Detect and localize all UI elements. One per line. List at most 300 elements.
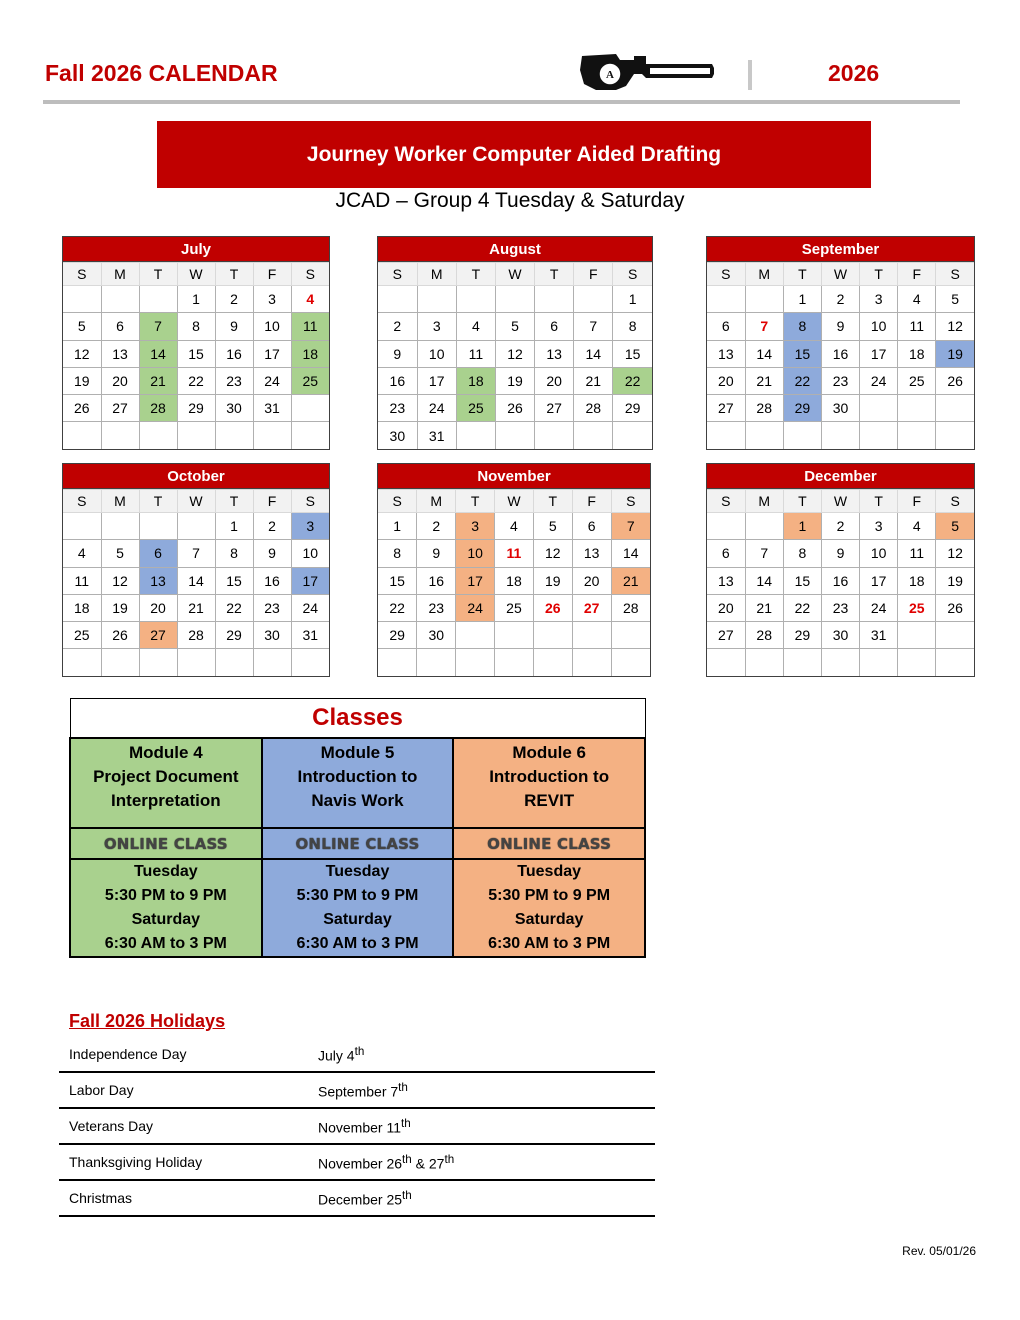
calendar-day: 27 <box>707 622 745 649</box>
calendar-day: 20 <box>707 594 745 621</box>
calendar-day: 22 <box>177 367 215 394</box>
calendar-day: 24 <box>253 367 291 394</box>
calendar-empty-cell <box>495 649 534 676</box>
calendar-day: 6 <box>101 313 139 340</box>
calendar-empty-cell <box>63 649 101 676</box>
calendar-day: 14 <box>745 340 783 367</box>
calendar-day: 23 <box>417 594 456 621</box>
header-separator <box>748 60 752 90</box>
calendar-empty-cell <box>936 422 974 449</box>
holidays-title: Fall 2026 Holidays <box>69 1011 226 1031</box>
calendar-day: 26 <box>495 395 534 422</box>
calendar-day: 6 <box>707 540 745 567</box>
calendar-day: 12 <box>63 340 101 367</box>
schedule-line: Tuesday <box>133 863 198 880</box>
weekday-header: T <box>139 490 177 513</box>
calendar-empty-cell <box>456 622 495 649</box>
calendar-day: 26 <box>936 594 974 621</box>
calendar-empty-cell <box>253 649 291 676</box>
calendar-empty-cell <box>745 422 783 449</box>
calendar-day: 5 <box>533 513 572 540</box>
calendar-day: 8 <box>215 540 253 567</box>
month-september <box>706 236 975 450</box>
holiday-name: Thanksgiving Holiday <box>59 1144 318 1180</box>
calendar-day: 25 <box>898 367 936 394</box>
holiday-date: September 7th <box>318 1072 655 1108</box>
calendar-day: 14 <box>574 340 613 367</box>
calendar-empty-cell <box>574 422 613 449</box>
calendar-empty-cell <box>936 395 974 422</box>
calendar-day: 11 <box>898 540 936 567</box>
calendar-day: 18 <box>495 567 534 594</box>
schedule-line: 5:30 PM to 9 PM <box>104 887 227 904</box>
weekday-header: F <box>253 490 291 513</box>
calendar-day: 23 <box>821 594 859 621</box>
schedule-line: 6:30 AM to 3 PM <box>488 935 611 952</box>
calendar-day: 27 <box>101 395 139 422</box>
calendar-day: 25 <box>456 395 495 422</box>
calendar-day: 4 <box>291 286 329 313</box>
weekday-header: W <box>821 263 859 286</box>
holiday-name: Labor Day <box>59 1072 318 1108</box>
calendar-day: 20 <box>707 367 745 394</box>
calendar-day: 25 <box>63 622 101 649</box>
calendar-day: 29 <box>783 622 821 649</box>
calendar-empty-cell <box>936 622 974 649</box>
month-december <box>706 463 975 677</box>
calendar-day: 17 <box>456 567 495 594</box>
calendar-empty-cell <box>456 422 495 449</box>
calendar-day: 8 <box>783 313 821 340</box>
calendar-day: 30 <box>253 622 291 649</box>
calendar-day: 28 <box>745 395 783 422</box>
module-4-schedule <box>70 859 262 957</box>
schedule-line: Tuesday <box>517 863 582 880</box>
calendar-day: 21 <box>745 594 783 621</box>
calendar-day: 12 <box>936 313 974 340</box>
calendar-day: 13 <box>707 340 745 367</box>
calendar-empty-cell <box>495 622 534 649</box>
calendar-day: 11 <box>898 313 936 340</box>
calendar-day: 22 <box>783 367 821 394</box>
calendar-day: 3 <box>417 313 456 340</box>
holiday-name: Veterans Day <box>59 1108 318 1144</box>
calendar-empty-cell <box>495 422 534 449</box>
weekday-header: S <box>707 490 745 513</box>
calendar-day: 9 <box>821 313 859 340</box>
calendar-day: 30 <box>821 395 859 422</box>
calendar-day: 12 <box>495 340 534 367</box>
classes-table <box>69 698 646 958</box>
calendar-day: 6 <box>535 313 574 340</box>
revision-note: Rev. 05/01/26 <box>902 1244 976 1258</box>
module-6-cell <box>453 738 645 828</box>
month-august <box>377 236 653 450</box>
calendar-day: 16 <box>215 340 253 367</box>
calendar-day: 3 <box>860 286 898 313</box>
calendar-day: 26 <box>936 367 974 394</box>
calendar-empty-cell <box>821 422 859 449</box>
calendar-empty-cell <box>611 649 650 676</box>
calendar-empty-cell <box>378 649 417 676</box>
schedule-line: 5:30 PM to 9 PM <box>488 887 611 904</box>
weekday-header: S <box>936 263 974 286</box>
weekday-header: T <box>456 490 495 513</box>
calendar-day: 5 <box>101 540 139 567</box>
online-class-label: ONLINE CLASS <box>70 828 262 859</box>
module-5-schedule <box>262 859 454 957</box>
month-name: August <box>378 237 652 262</box>
calendar-day: 7 <box>177 540 215 567</box>
holiday-row <box>59 1072 655 1108</box>
calendar-empty-cell <box>707 422 745 449</box>
calendar-empty-cell <box>860 649 898 676</box>
calendar-day: 10 <box>860 540 898 567</box>
weekday-header: F <box>572 490 611 513</box>
calendar-day: 24 <box>860 367 898 394</box>
calendar-day: 7 <box>611 513 650 540</box>
calendar-day: 29 <box>613 395 652 422</box>
month-name: November <box>378 464 650 489</box>
calendar-day: 28 <box>139 395 177 422</box>
weekday-header: W <box>177 490 215 513</box>
calendar-day: 30 <box>215 395 253 422</box>
calendar-day: 24 <box>417 395 456 422</box>
calendar-day: 22 <box>378 594 417 621</box>
calendar-day: 17 <box>860 340 898 367</box>
module-4-cell <box>70 738 262 828</box>
weekday-header: S <box>63 263 101 286</box>
logo-icon <box>576 50 716 97</box>
calendar-day: 19 <box>936 340 974 367</box>
weekday-header: S <box>63 490 101 513</box>
calendar-empty-cell <box>860 395 898 422</box>
group-subtitle: JCAD – Group 4 Tuesday & Saturday <box>335 189 685 212</box>
calendar-day: 10 <box>291 540 329 567</box>
calendar-day: 4 <box>456 313 495 340</box>
calendar-empty-cell <box>898 422 936 449</box>
month-october <box>62 463 330 677</box>
calendar-day: 6 <box>572 513 611 540</box>
weekday-header: S <box>378 490 417 513</box>
holiday-row <box>59 1108 655 1144</box>
calendar-day: 13 <box>572 540 611 567</box>
calendar-day: 21 <box>139 367 177 394</box>
calendar-day: 7 <box>745 313 783 340</box>
calendar-day: 8 <box>378 540 417 567</box>
calendar-empty-cell <box>745 649 783 676</box>
online-class-label: ONLINE CLASS <box>453 828 645 859</box>
module-6-schedule <box>453 859 645 957</box>
calendar-empty-cell <box>417 286 456 313</box>
calendar-day: 27 <box>139 622 177 649</box>
calendar-day: 29 <box>215 622 253 649</box>
weekday-header: M <box>101 263 139 286</box>
calendar-day: 9 <box>253 540 291 567</box>
calendar-day: 23 <box>215 367 253 394</box>
svg-text:A: A <box>606 69 614 81</box>
calendar-day: 25 <box>898 594 936 621</box>
month-name: October <box>63 464 329 489</box>
weekday-header: W <box>821 490 859 513</box>
calendar-empty-cell <box>101 286 139 313</box>
calendar-day: 15 <box>215 567 253 594</box>
calendar-empty-cell <box>860 422 898 449</box>
calendar-day: 7 <box>574 313 613 340</box>
calendar-empty-cell <box>291 422 329 449</box>
calendar-empty-cell <box>417 649 456 676</box>
calendar-day: 19 <box>63 367 101 394</box>
calendar-day: 24 <box>291 594 329 621</box>
calendar-empty-cell <box>177 422 215 449</box>
calendar-day: 10 <box>253 313 291 340</box>
calendar-day: 15 <box>177 340 215 367</box>
calendar-day: 11 <box>291 313 329 340</box>
calendar-empty-cell <box>898 395 936 422</box>
calendar-empty-cell <box>177 513 215 540</box>
weekday-header: M <box>417 263 456 286</box>
calendar-day: 19 <box>533 567 572 594</box>
header-year: 2026 <box>828 60 880 86</box>
calendar-day: 19 <box>101 594 139 621</box>
module-line: Introduction to <box>489 767 610 786</box>
calendar-empty-cell <box>291 649 329 676</box>
calendar-empty-cell <box>215 422 253 449</box>
weekday-header: T <box>860 490 898 513</box>
calendar-day: 13 <box>139 567 177 594</box>
calendar-day: 13 <box>101 340 139 367</box>
calendar-day: 11 <box>456 340 495 367</box>
calendar-day: 21 <box>745 367 783 394</box>
calendar-day: 12 <box>936 540 974 567</box>
calendar-empty-cell <box>936 649 974 676</box>
schedule-line: 6:30 AM to 3 PM <box>104 935 227 952</box>
online-class-label: ONLINE CLASS <box>262 828 454 859</box>
module-line: Introduction to <box>297 767 418 786</box>
weekday-header: T <box>783 263 821 286</box>
calendar-empty-cell <box>613 422 652 449</box>
calendar-day: 20 <box>139 594 177 621</box>
calendar-day: 26 <box>63 395 101 422</box>
weekday-header: T <box>860 263 898 286</box>
calendar-day: 3 <box>456 513 495 540</box>
calendar-day: 10 <box>417 340 456 367</box>
holiday-row <box>59 1180 655 1216</box>
schedule-line: Saturday <box>323 911 392 928</box>
calendar-day: 17 <box>253 340 291 367</box>
weekday-header: S <box>611 490 650 513</box>
calendar-empty-cell <box>533 622 572 649</box>
calendar-empty-cell <box>63 422 101 449</box>
calendar-day: 16 <box>417 567 456 594</box>
calendar-day: 20 <box>535 367 574 394</box>
holiday-date: November 11th <box>318 1108 655 1144</box>
calendar-day: 7 <box>745 540 783 567</box>
calendar-day: 26 <box>533 594 572 621</box>
calendar-empty-cell <box>572 622 611 649</box>
module-name: Module 5 <box>320 743 395 762</box>
calendar-empty-cell <box>215 649 253 676</box>
calendar-day: 4 <box>63 540 101 567</box>
calendar-empty-cell <box>139 513 177 540</box>
calendar-empty-cell <box>139 422 177 449</box>
calendar-empty-cell <box>535 286 574 313</box>
calendar-empty-cell <box>456 649 495 676</box>
calendar-day: 13 <box>535 340 574 367</box>
calendar-day: 26 <box>101 622 139 649</box>
calendar-day: 9 <box>821 540 859 567</box>
calendar-day: 20 <box>572 567 611 594</box>
holiday-row <box>59 1144 655 1180</box>
calendar-day: 22 <box>215 594 253 621</box>
weekday-header: M <box>101 490 139 513</box>
weekday-header: F <box>574 263 613 286</box>
calendar-day: 18 <box>898 567 936 594</box>
calendar-day: 16 <box>821 340 859 367</box>
calendar-day: 21 <box>574 367 613 394</box>
calendar-day: 18 <box>63 594 101 621</box>
module-line: Interpretation <box>111 791 221 810</box>
calendar-day: 2 <box>821 286 859 313</box>
calendar-empty-cell <box>495 286 534 313</box>
calendar-day: 5 <box>495 313 534 340</box>
calendar-day: 1 <box>783 286 821 313</box>
calendar-day: 30 <box>821 622 859 649</box>
calendar-empty-cell <box>707 286 745 313</box>
calendar-empty-cell <box>783 422 821 449</box>
calendar-day: 1 <box>215 513 253 540</box>
calendar-day: 27 <box>535 395 574 422</box>
calendar-empty-cell <box>535 422 574 449</box>
calendar-empty-cell <box>139 286 177 313</box>
calendar-day: 14 <box>177 567 215 594</box>
calendar-empty-cell <box>291 395 329 422</box>
calendar-day: 17 <box>291 567 329 594</box>
calendar-day: 21 <box>611 567 650 594</box>
holiday-name: Independence Day <box>59 1037 318 1072</box>
calendar-day: 11 <box>63 567 101 594</box>
calendar-day: 1 <box>378 513 417 540</box>
holidays-table <box>59 1037 655 1217</box>
weekday-header: S <box>936 490 974 513</box>
calendar-day: 8 <box>613 313 652 340</box>
calendar-empty-cell <box>101 649 139 676</box>
calendar-day: 18 <box>291 340 329 367</box>
calendar-day: 11 <box>495 540 534 567</box>
weekday-header: S <box>291 490 329 513</box>
calendar-empty-cell <box>533 649 572 676</box>
calendar-day: 25 <box>495 594 534 621</box>
calendar-day: 24 <box>860 594 898 621</box>
calendar-day: 23 <box>253 594 291 621</box>
calendar-day: 16 <box>821 567 859 594</box>
weekday-header: S <box>707 263 745 286</box>
calendar-day: 31 <box>253 395 291 422</box>
header-rule <box>43 100 960 104</box>
calendar-day: 23 <box>821 367 859 394</box>
calendar-day: 4 <box>898 286 936 313</box>
calendar-empty-cell <box>139 649 177 676</box>
calendar-day: 13 <box>707 567 745 594</box>
calendar-day: 2 <box>378 313 417 340</box>
month-name: July <box>63 237 329 262</box>
holiday-row <box>59 1037 655 1072</box>
weekday-header: M <box>745 490 783 513</box>
calendar-day: 16 <box>378 367 417 394</box>
calendar-empty-cell <box>101 422 139 449</box>
calendar-day: 28 <box>745 622 783 649</box>
calendar-day: 14 <box>139 340 177 367</box>
weekday-header: T <box>215 490 253 513</box>
weekday-header: S <box>291 263 329 286</box>
month-july <box>62 236 330 450</box>
calendar-empty-cell <box>101 513 139 540</box>
month-name: December <box>707 464 974 489</box>
weekday-header: F <box>253 263 291 286</box>
calendar-empty-cell <box>898 649 936 676</box>
calendar-empty-cell <box>745 513 783 540</box>
calendar-empty-cell <box>707 513 745 540</box>
calendar-day: 9 <box>417 540 456 567</box>
calendar-day: 5 <box>936 513 974 540</box>
calendar-day: 14 <box>745 567 783 594</box>
calendar-empty-cell <box>574 286 613 313</box>
calendar-empty-cell <box>783 649 821 676</box>
calendar-day: 15 <box>783 567 821 594</box>
weekday-header: T <box>139 263 177 286</box>
classes-title: Classes <box>70 699 645 739</box>
calendar-day: 23 <box>378 395 417 422</box>
module-5-cell <box>262 738 454 828</box>
calendar-empty-cell <box>745 286 783 313</box>
calendar-day: 30 <box>417 622 456 649</box>
weekday-header: T <box>533 490 572 513</box>
calendar-day: 1 <box>177 286 215 313</box>
calendar-empty-cell <box>63 286 101 313</box>
month-november <box>377 463 651 677</box>
calendar-day: 1 <box>783 513 821 540</box>
calendar-day: 17 <box>860 567 898 594</box>
calendar-day: 22 <box>613 367 652 394</box>
calendar-day: 3 <box>291 513 329 540</box>
weekday-header: F <box>898 263 936 286</box>
calendar-day: 4 <box>495 513 534 540</box>
calendar-day: 29 <box>378 622 417 649</box>
month-name: September <box>707 237 974 262</box>
calendar-day: 10 <box>456 540 495 567</box>
calendar-empty-cell <box>611 622 650 649</box>
calendar-day: 14 <box>611 540 650 567</box>
module-name: Module 6 <box>512 743 586 762</box>
weekday-header: T <box>783 490 821 513</box>
calendar-day: 15 <box>783 340 821 367</box>
calendar-day: 15 <box>378 567 417 594</box>
module-line: REVIT <box>524 791 575 810</box>
calendar-empty-cell <box>177 649 215 676</box>
calendar-day: 9 <box>378 340 417 367</box>
calendar-day: 15 <box>613 340 652 367</box>
calendar-day: 3 <box>860 513 898 540</box>
schedule-line: 5:30 PM to 9 PM <box>296 887 419 904</box>
weekday-header: M <box>745 263 783 286</box>
calendar-day: 5 <box>936 286 974 313</box>
calendar-empty-cell <box>572 649 611 676</box>
module-line: Navis Work <box>311 791 404 810</box>
calendar-day: 1 <box>613 286 652 313</box>
schedule-line: 6:30 AM to 3 PM <box>296 935 419 952</box>
weekday-header: S <box>613 263 652 286</box>
calendar-day: 12 <box>101 567 139 594</box>
